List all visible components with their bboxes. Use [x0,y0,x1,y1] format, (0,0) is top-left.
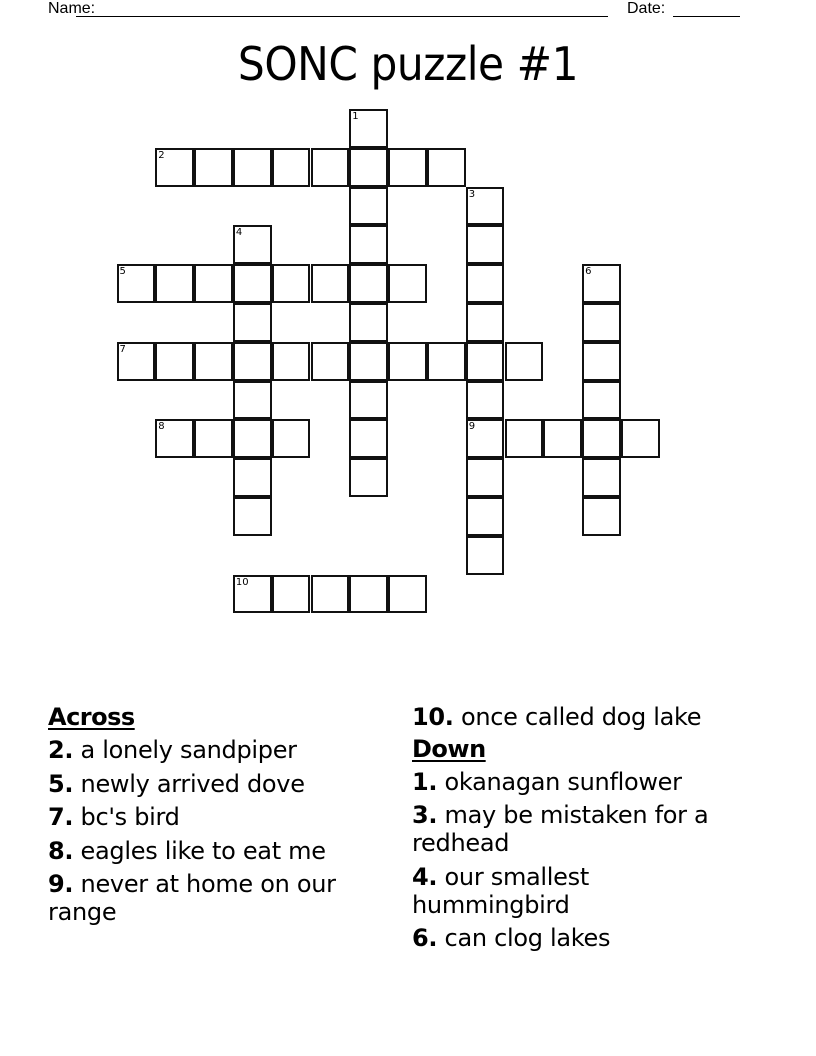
grid-cell[interactable] [466,381,505,420]
puzzle-title: SONC puzzle #1 [237,37,579,91]
down-heading: Down [412,734,486,763]
name-label: Name: [48,0,96,17]
grid-cell[interactable] [233,419,272,458]
cell-number: 8 [158,421,165,433]
grid-cell[interactable] [466,264,505,303]
grid-cell[interactable] [466,225,505,264]
grid-cell[interactable] [621,419,660,458]
clue-across-10 [412,703,742,731]
grid-cell[interactable] [582,303,621,342]
grid-cell[interactable] [233,381,272,420]
grid-cell[interactable] [388,575,427,614]
clue-text: once called dog lake [453,703,702,731]
grid-cell[interactable] [466,458,505,497]
clue-down-4 [412,863,742,919]
grid-cell[interactable] [194,264,233,303]
clue-text: okanagan sunflower [437,767,682,796]
clue-number: 5. [48,769,74,798]
grid-cell[interactable] [155,342,194,381]
cell-number: 7 [119,343,126,355]
grid-cell[interactable] [582,342,621,381]
clue-across-5 [48,770,388,798]
grid-cell[interactable] [466,419,505,458]
clue-text: may be mistaken for a redhead [412,801,709,857]
date-label: Date: [627,0,666,17]
grid-cell[interactable] [505,419,544,458]
grid-cell[interactable] [155,264,194,303]
grid-cell[interactable] [194,148,233,187]
grid-cell[interactable] [272,419,311,458]
grid-cell[interactable] [311,264,350,303]
grid-cell[interactable] [233,458,272,497]
grid-cell[interactable] [466,497,505,536]
grid-cell[interactable] [311,148,350,187]
clue-across-8 [48,837,388,865]
grid-cell[interactable] [466,303,505,342]
clue-number: 7. [48,803,74,831]
cell-number: 4 [235,227,243,239]
grid-cell[interactable] [349,187,388,226]
cell-number: 3 [468,188,476,200]
grid-cell[interactable] [233,342,272,381]
clue-across-2 [48,736,388,764]
clue-number: 9. [48,870,74,898]
grid-cell[interactable] [272,575,311,614]
grid-cell[interactable] [311,575,350,614]
grid-cell[interactable] [582,381,621,420]
clue-across-7 [48,803,388,831]
grid-cell[interactable] [388,148,427,187]
grid-cell[interactable] [466,187,505,226]
grid-cell[interactable] [233,303,272,342]
cell-number: 10 [235,576,249,588]
clue-number: 4. [412,862,438,891]
cell-number: 5 [119,266,126,278]
clue-down-1 [412,768,742,796]
clue-number: 8. [48,836,74,865]
cell-number: 9 [468,421,476,433]
clue-number: 1. [412,767,438,796]
grid-cell[interactable] [349,264,388,303]
grid-cell[interactable] [233,497,272,536]
grid-cell[interactable] [349,109,388,148]
grid-cell[interactable] [388,264,427,303]
grid-cell[interactable] [194,419,233,458]
grid-cell[interactable] [582,458,621,497]
clue-text: a lonely sandpiper [73,736,297,764]
clue-number: 10. [412,703,454,731]
clue-number: 3. [412,801,438,829]
grid-cell[interactable] [233,264,272,303]
grid-cell[interactable] [272,148,311,187]
grid-cell[interactable] [349,225,388,264]
grid-cell[interactable] [349,419,388,458]
grid-cell[interactable] [582,264,621,303]
cell-number: 2 [158,149,165,161]
clues-column-right [412,700,742,958]
grid-cell[interactable] [349,575,388,614]
grid-cell[interactable] [194,342,233,381]
grid-cell[interactable] [543,419,582,458]
cell-number: 6 [585,266,592,278]
clue-text: can clog lakes [437,924,611,952]
grid-cell[interactable] [155,148,194,187]
clues-column-left [48,700,388,932]
grid-cell[interactable] [311,342,350,381]
clue-text: eagles like to eat me [73,836,326,865]
grid-cell[interactable] [349,148,388,187]
clue-text: our smallest hummingbird [412,862,589,919]
grid-cell[interactable] [505,342,544,381]
grid-cell[interactable] [233,225,272,264]
clue-number: 6. [412,924,438,952]
grid-cell[interactable] [388,342,427,381]
cell-number: 1 [352,111,359,122]
grid-cell[interactable] [349,342,388,381]
clue-number: 2. [48,736,74,764]
grid-cell[interactable] [427,342,466,381]
clue-text: bc's bird [73,803,180,831]
grid-cell[interactable] [233,575,272,614]
grid-cell[interactable] [582,419,621,458]
clue-text: never at home on our range [48,870,336,926]
clue-across-9 [48,870,388,926]
clue-down-6 [412,924,742,952]
grid-cell[interactable] [349,303,388,342]
grid-cell[interactable] [117,264,156,303]
clue-down-3 [412,801,742,857]
grid-cell[interactable] [155,419,194,458]
grid-cell[interactable] [272,264,311,303]
across-heading: Across [48,703,135,731]
grid-cell[interactable] [582,497,621,536]
grid-cell[interactable] [117,342,156,381]
clue-text: newly arrived dove [73,769,305,798]
grid-cell[interactable] [466,536,505,575]
grid-cell[interactable] [233,148,272,187]
grid-cell[interactable] [272,342,311,381]
grid-cell[interactable] [349,458,388,497]
grid-cell[interactable] [466,342,505,381]
grid-cell[interactable] [427,148,466,187]
grid-cell[interactable] [349,381,388,420]
